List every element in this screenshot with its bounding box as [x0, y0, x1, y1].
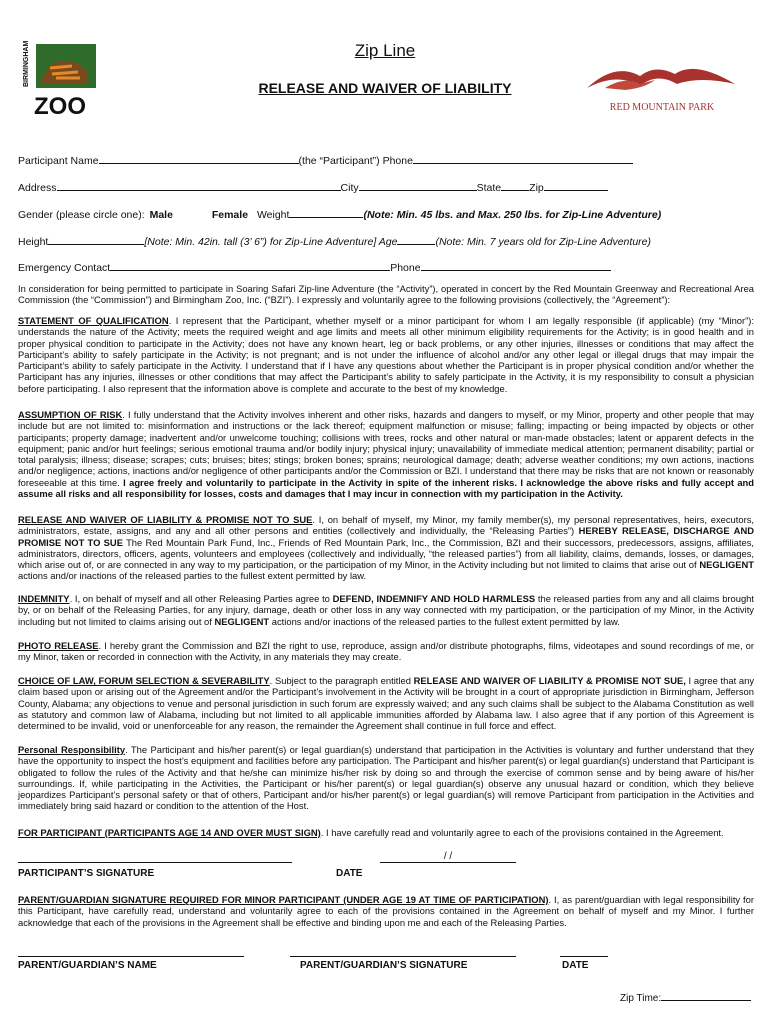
row-gender	[18, 207, 661, 221]
section-law	[18, 675, 754, 731]
participant-name-label: Participant Name	[18, 155, 99, 167]
city-field[interactable]	[359, 180, 477, 191]
page-title: Zip Line	[354, 41, 416, 60]
date-slash: / /	[443, 851, 453, 862]
indemnity-heading: INDEMNITY	[18, 593, 70, 604]
height-note: [Note: Min. 42in. tall (3’ 6”) for Zip-Line Adventure] Age	[144, 236, 398, 248]
row-address	[18, 180, 608, 194]
intro-text: In consideration for being permitted to participate in Soaring Safari Zip-line Adventure (the “Activity”), operated in concert by the Red Mountain Greenway and Recreational Area Commission (the “Commission”) and Birmingham Zoo, Inc. (“BZI”). I expressly and voluntarily agree to the following provisions (collectively, the “Agreement”):	[18, 283, 754, 306]
risk-heading: ASSUMPTION OF RISK	[18, 409, 123, 420]
age-note: (Note: Min. 7 years old for Zip-Line Adventure)	[435, 236, 651, 248]
responsibility-heading: Personal Responsibility	[18, 744, 126, 755]
law-heading: CHOICE OF LAW, FORUM SELECTION & SEVERABILITY	[18, 675, 270, 686]
emergency-contact-field[interactable]	[110, 260, 390, 271]
guardian-name-line[interactable]	[18, 956, 244, 957]
gender-male-option[interactable]: Male	[149, 209, 173, 221]
weight-note: (Note: Min. 45 lbs. and Max. 250 lbs. for Zip-Line Adventure)	[363, 209, 662, 221]
law-bold: RELEASE AND WAIVER OF LIABILITY & PROMISE NOT SUE,	[413, 675, 686, 686]
gender-female-option[interactable]: Female	[211, 209, 249, 221]
section-responsibility	[18, 744, 754, 812]
height-label: Height	[18, 236, 49, 248]
guardian-heading: PARENT/GUARDIAN SIGNATURE REQUIRED FOR MINOR PARTICIPANT (UNDER AGE 19 AT TIME OF PARTICIPATION)	[18, 894, 549, 905]
zip-time-row	[620, 990, 751, 1004]
section-guardian	[18, 894, 754, 928]
indemnity-body-1: . I, on behalf of myself and all other Releasing Parties agree to	[69, 593, 330, 604]
release-body-1: . I, on behalf of myself, my Minor, my family member(s), my personal representatives, heirs, executors, administrators, estate, assigns, and any and all other persons and entities (collectively and individually, the “Releasing Parties”)	[18, 514, 754, 537]
participant-tag-label: (the “Participant”) Phone	[298, 155, 413, 167]
participant-signature-line[interactable]	[18, 862, 292, 863]
release-bold-1: HEREBY RELEASE, DISCHARGE AND PROMISE NOT TO SUE	[18, 525, 754, 548]
participant-date-label: DATE	[336, 868, 363, 879]
section-indemnity	[18, 593, 754, 627]
release-heading: RELEASE AND WAIVER OF LIABILITY & PROMISE NOT TO SUE	[18, 514, 313, 525]
guardian-date-label: DATE	[562, 960, 589, 971]
participant-heading: FOR PARTICIPANT (PARTICIPANTS AGE 14 AND OVER MUST SIGN)	[18, 827, 321, 838]
guardian-name-label: PARENT/GUARDIAN’S NAME	[18, 960, 157, 971]
law-body-2: I agree that any claim based upon or arising out of the Agreement and/or the Participant’s involvement in the Activity will be brought in a court of appropriate jurisdiction in Birmingham, Jefferson County, Alabama; any objections to venue and personal jurisdiction in such forum are expressly waived; and any such claims shall be subject to the Alabama Constitution as well as statutory and common law of Alabama, including but not limited to all applicable immunities afforded by Alabama law. I also agree that if any portion of this Agreement is determined to be invalid, void or unenforceable for any reason, the remainder the Agreement shall continue in full force and effect.	[18, 675, 755, 732]
photo-heading: PHOTO RELEASE	[18, 640, 99, 651]
zip-field[interactable]	[544, 180, 608, 191]
section-release	[18, 514, 754, 582]
participant-name-field[interactable]	[99, 153, 299, 164]
zip-time-label: Zip Time:	[620, 993, 662, 1004]
emergency-contact-label: Emergency Contact	[18, 262, 111, 274]
guardian-signature-label: PARENT/GUARDIAN’S SIGNATURE	[300, 960, 468, 971]
risk-body: . I fully understand that the Activity involves inherent and other risks, hazards and dangers to myself, or my Minor, property and other people that may include but are not limited to: misinformation and instructions or the lack thereof; equipment malfunction or misuse; falling; impacting or being impacted by objects or other participants; property damage; inadvertent and/or unwelcome touching; collisions with trees, rocks and other natural or man-made obstacles; latent or apparent defects in the equipment; panic and/or hurt feelings; serious emotional trauma and/or bodily injury; physical injury; unavailability of immediate medical attention; permanent disability; partial or total paralysis; illness; disease; scrapes; cuts; bruises; bites; stings; broken bones; sprains; neurological damage; death; adverse weather conditions; my own actions, inactions and/or negligence; actions, inactions and/or negligence of other participants and/or the Commission or BZI. I understand that there may be risks that are not known or reasonably foreseeable at this time.	[18, 409, 754, 488]
indemnity-body-3: actions and/or inactions of the released parties to the fullest extent permitted by law.	[271, 615, 620, 627]
guardian-body: . I, as parent/guardian with legal responsibility for this Participant, have carefully read, understand and voluntarily agree to each of the provisions contained in the Agreement on behalf of myself and my Minor. I further acknowledge that each of the provisions in the Agreement shall be effective and binding upon me and each of the Releasing Parties.	[18, 894, 754, 928]
emergency-phone-field[interactable]	[421, 260, 611, 271]
weight-field[interactable]	[289, 207, 363, 218]
city-label: City	[340, 182, 359, 194]
age-field[interactable]	[397, 234, 435, 245]
qualification-body: . I represent that the Participant, whether myself or a minor participant for whom I am legally responsible (if applicable) (my “Minor”): understands the nature of the Activity; meets the required weight and age limits and meets all other minimum eligibility requirements for the Activity; is in good health and in proper physical condition to participate in the Activity; does not have any known heart, leg or back problems, or any other injuries, illnesses or conditions that may affect the Participant’s ability to safely participate in the Activity; is not pregnant; and is not under the influence of alcohol and/or any other legal or illegal drugs that may impair the Participant’s ability to safely participate in the Activity. I understand that if I have any questions about whether the Participant is in proper physical condition and/or whether the Participant has any injuries, illnesses or other conditions that may affect the Participant’s ability to safely participate in the Activity, it is my responsibility to consult a physician before participating. I also represent that the information above is complete and accurate to the best of my knowledge.	[18, 315, 754, 394]
row-emergency	[18, 260, 611, 274]
section-participant	[18, 827, 754, 838]
row-height	[18, 234, 651, 248]
section-photo	[18, 640, 754, 663]
participant-signature-label: PARTICIPANT’S SIGNATURE	[18, 868, 155, 879]
address-field[interactable]	[57, 180, 341, 191]
risk-bold: I agree freely and voluntarily to participate in the Activity in spite of the inherent risks. I acknowledge the above risks and fully accept and assume all risks and all responsibility for losses, costs and damages that I may incur in connection with my participation in the Activity.	[18, 476, 754, 500]
guardian-date-line[interactable]	[560, 956, 608, 957]
release-bold-2: NEGLIGENT	[699, 559, 755, 571]
height-field[interactable]	[48, 234, 144, 245]
row-participant	[18, 153, 633, 167]
page-subtitle: RELEASE AND WAIVER OF LIABILITY	[258, 80, 512, 96]
indemnity-bold-1: DEFEND, INDEMNIFY AND HOLD HARMLESS	[332, 593, 536, 604]
state-field[interactable]	[501, 180, 529, 191]
qualification-heading: STATEMENT OF QUALIFICATION	[18, 315, 169, 326]
weight-label: Weight	[256, 209, 290, 221]
responsibility-body: . The Participant and his/her parent(s) or legal guardian(s) understand that participation in the Activities is voluntary and further understand that they have the opportunity to inspect the host’s equipment and facilities before any participation. The Participant and his/her parent(s) or legal guardian(s) understand that Participant is obligated to follow the rules of the Activity and that he/she can minimize his/her risk by doing so and through the exercise of common sense and by being aware of his/her surroundings. If, while participating in the Activities, the Participant or his/her parent(s) or legal guardian(s) observe any unusual hazard or condition, which they believe jeopardizes Participant’s personal safety or that of others, Participant and/or his/her parent(s) or legal guardian(s) will remove Participant from participation in the Activities and immediately bring said hazard or condition to the attention of the Host.	[18, 744, 754, 812]
state-label: State	[476, 182, 502, 194]
guardian-signature-line[interactable]	[290, 956, 516, 957]
zip-label: Zip	[529, 182, 544, 194]
emergency-phone-label: Phone	[390, 262, 421, 274]
participant-body: . I have carefully read and voluntarily agree to each of the provisions contained in the Agreement.	[320, 827, 724, 838]
gender-label: Gender (please circle one):	[18, 209, 145, 221]
section-risk	[18, 409, 754, 499]
participant-phone-field[interactable]	[413, 153, 633, 164]
zoo-top-text: BIRMINGHAM	[23, 40, 30, 87]
photo-body: . I hereby grant the Commission and BZI the right to use, reproduce, assign and/or distribute photographs, films, videotapes and sound recordings of me, or my Minor, taken or recorded in connection with the Activity, in any materials they may create.	[18, 640, 754, 663]
section-qualification	[18, 315, 754, 394]
indemnity-body-2: the released parties from any and all claims brought by, or on behalf of the Releasing Parties, for any injury, damage, death or other loss in any way connected with my participation, or the participation of my Minor, in the Activity including but not limited to claims arising out of	[18, 593, 754, 627]
rm-text: RED MOUNTAIN PARK	[609, 102, 715, 113]
law-body-1: . Subject to the paragraph entitled	[269, 675, 411, 686]
address-label: Address	[18, 182, 57, 194]
indemnity-bold-2: NEGLIGENT	[214, 615, 270, 627]
intro-paragraph	[18, 283, 754, 306]
release-body-2: The Red Mountain Park Fund, Inc., Friends of Red Mountain Park, Inc., the Commission, BZI and their successors, predecessors, assigns, affiliates, administrators, directors, officers, agents, volunteers and employees (collectively and individually, “the released parties”) from all liability, claims, demands, losses, or damages, which arise out of, or are connected in any way to my participation, or the participation of my Minor, in the Activity including but not limited to claims that arise out of	[18, 536, 755, 571]
release-body-3: actions and/or inactions of the released parties to the fullest extent permitted by law.	[18, 570, 367, 582]
participant-date-field[interactable]	[380, 851, 516, 863]
zip-time-field[interactable]	[661, 990, 751, 1001]
zoo-main-text: ZOO	[34, 93, 86, 120]
